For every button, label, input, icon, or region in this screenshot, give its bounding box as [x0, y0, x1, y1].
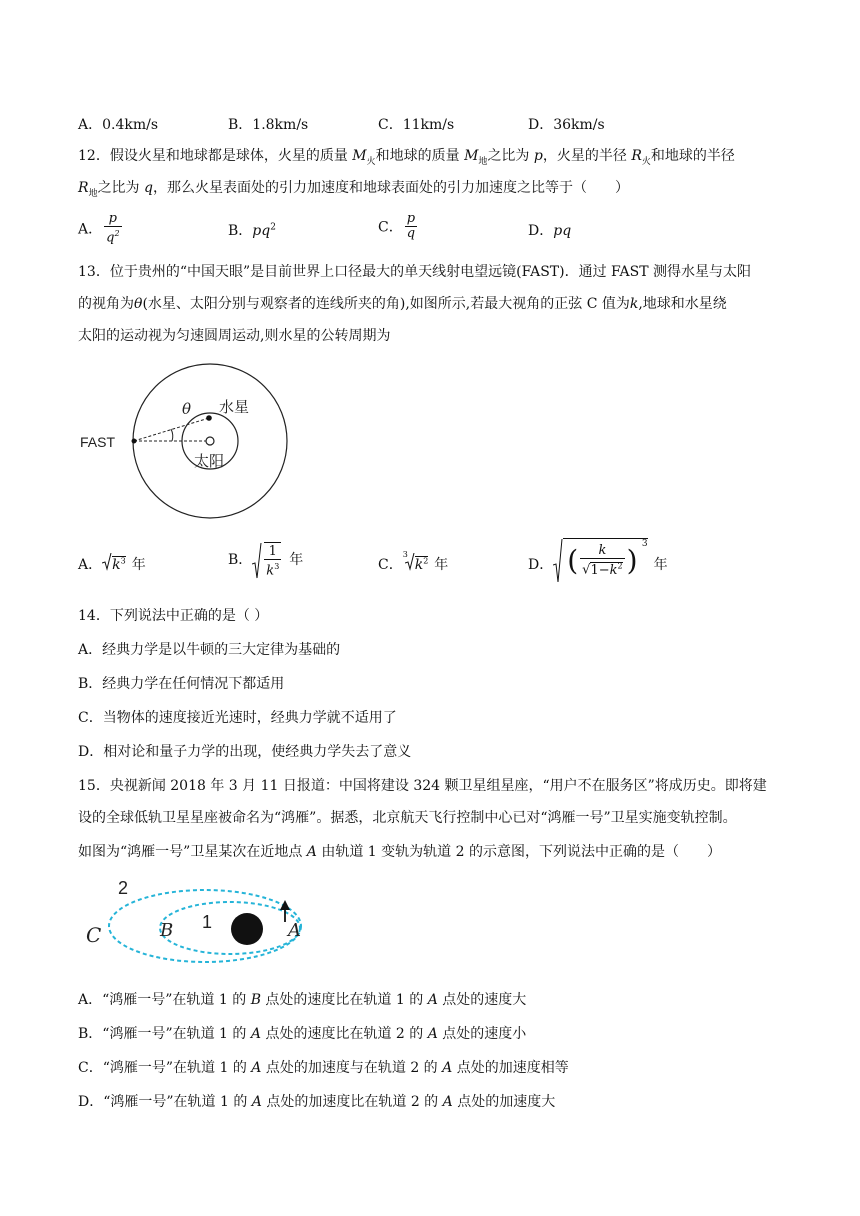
label-mercury: 水星: [219, 399, 250, 416]
q11-option-d[interactable]: D．36km/s: [528, 117, 605, 133]
label-orbit-2: 2: [118, 878, 129, 898]
theta-arc: [171, 429, 173, 441]
q12-option-a[interactable]: A． $\frac{p}{q^2}$: [78, 211, 120, 246]
orbit-1: [160, 902, 300, 954]
q11-option-c[interactable]: C．11km/s: [378, 117, 455, 133]
q15-option-a[interactable]: A．“鸿雁一号”在轨道 1 的 B 点处的速度比在轨道 1 的 A 点处的速度大: [78, 992, 527, 1008]
q11-option-b[interactable]: B．1.8km/s: [228, 117, 309, 133]
q15-option-c[interactable]: C．“鸿雁一号”在轨道 1 的 A 点处的加速度与在轨道 2 的 A 点处的加速度相等: [78, 1060, 569, 1076]
q12-stem-line-2: $R_地$之比为 q，那么火星表面处的引力加速度和地球表面处的引力加速度之比等于（ ）: [78, 180, 629, 199]
label-theta: θ: [182, 400, 192, 418]
q12-stem-line-1: 12．假设火星和地球都是球体，火星的质量 $M_火$和地球的质量 $M_地$之比为 p，火星的半径 $R_火$和地球的半径: [78, 148, 735, 167]
radical-sign-icon: [102, 553, 112, 571]
q15-stem-line-2: 设的全球低轨卫星星座被命名为“鸿雁”。据悉，北京航天飞行控制中心已对“鸿雁一号”卫星实施变轨控制。: [78, 810, 737, 826]
fast-point: [132, 439, 137, 444]
q13-option-b[interactable]: B． $\frac{1}{k^3}$ 年: [228, 544, 304, 579]
q14-option-b[interactable]: B．经典力学在任何情况下都适用: [78, 676, 285, 692]
q14-option-a[interactable]: A．经典力学是以牛顿的三大定律为基础的: [78, 642, 341, 658]
radical-sign-icon: [252, 542, 262, 580]
q13-stem-line-2: 的视角为θ(水星、太阳分别与观察者的连线所夹的角),如图所示,若最大视角的正弦 C 值为k,地球和水星绕: [78, 296, 727, 312]
q15-option-b[interactable]: B．“鸿雁一号”在轨道 1 的 A 点处的速度比在轨道 2 的 A 点处的速度小: [78, 1026, 527, 1042]
sun-point: [206, 437, 214, 445]
q12-options: [78, 212, 778, 246]
q13-stem-line-3: 太阳的运动视为匀速圆周运动,则水星的公转周期为: [78, 328, 391, 344]
mercury-point: [206, 415, 212, 421]
radical-sign-icon: [405, 553, 415, 571]
q13-options: [78, 538, 778, 588]
q14-option-d[interactable]: D．相对论和量子力学的出现，使经典力学失去了意义: [78, 744, 412, 760]
label-orbit-1: 1: [202, 912, 213, 932]
label-point-B: B: [160, 920, 174, 941]
label-point-A: A: [288, 920, 301, 941]
label-point-C: C: [86, 923, 102, 947]
q12-option-b[interactable]: B．$pq^2$: [228, 222, 276, 239]
q13-option-d[interactable]: D． ( $\frac{k}{√1-k^2}$ ) 3 年: [528, 538, 668, 586]
velocity-arrow-head: [280, 900, 290, 910]
q15-stem-line-3: 如图为“鸿雁一号”卫星某次在近地点 A 由轨道 1 变轨为轨道 2 的示意图，下列说法中正确的是（ ）: [78, 844, 721, 860]
radical-sign-icon: [553, 538, 563, 584]
q13-option-a[interactable]: A． $k^3$ 年: [78, 554, 146, 574]
q13-stem-line-1: 13．位于贵州的“中国天眼”是目前世界上口径最大的单天线射电望远镜(FAST)．通过 FAST 测得水星与太阳: [78, 264, 752, 280]
q13-orbit-figure: [74, 354, 294, 534]
q11-options: [78, 114, 778, 136]
q15-option-d[interactable]: D．“鸿雁一号”在轨道 1 的 A 点处的加速度比在轨道 2 的 A 点处的加速度大: [78, 1094, 556, 1110]
q12-option-d[interactable]: D．pq: [528, 223, 572, 239]
q12-option-c[interactable]: C． $\frac{p}{q}$: [378, 211, 416, 241]
q14-stem: 14．下列说法中正确的是（ ）: [78, 608, 269, 624]
label-fast: FAST: [80, 434, 116, 450]
q14-option-c[interactable]: C．当物体的速度接近光速时，经典力学就不适用了: [78, 710, 397, 726]
q11-option-a[interactable]: A．0.4km/s: [78, 117, 159, 133]
q15-orbit-figure: [80, 874, 320, 974]
q13-option-c[interactable]: C． 3 $k^2$ 年: [378, 550, 449, 573]
q15-stem-line-1: 15．央视新闻 2018 年 3 月 11 日报道：中国将建设 324 颗卫星组星座，“用户不在服务区”将成历史。即将建: [78, 778, 767, 794]
earth-body: [231, 913, 263, 945]
label-sun: 太阳: [194, 453, 225, 470]
